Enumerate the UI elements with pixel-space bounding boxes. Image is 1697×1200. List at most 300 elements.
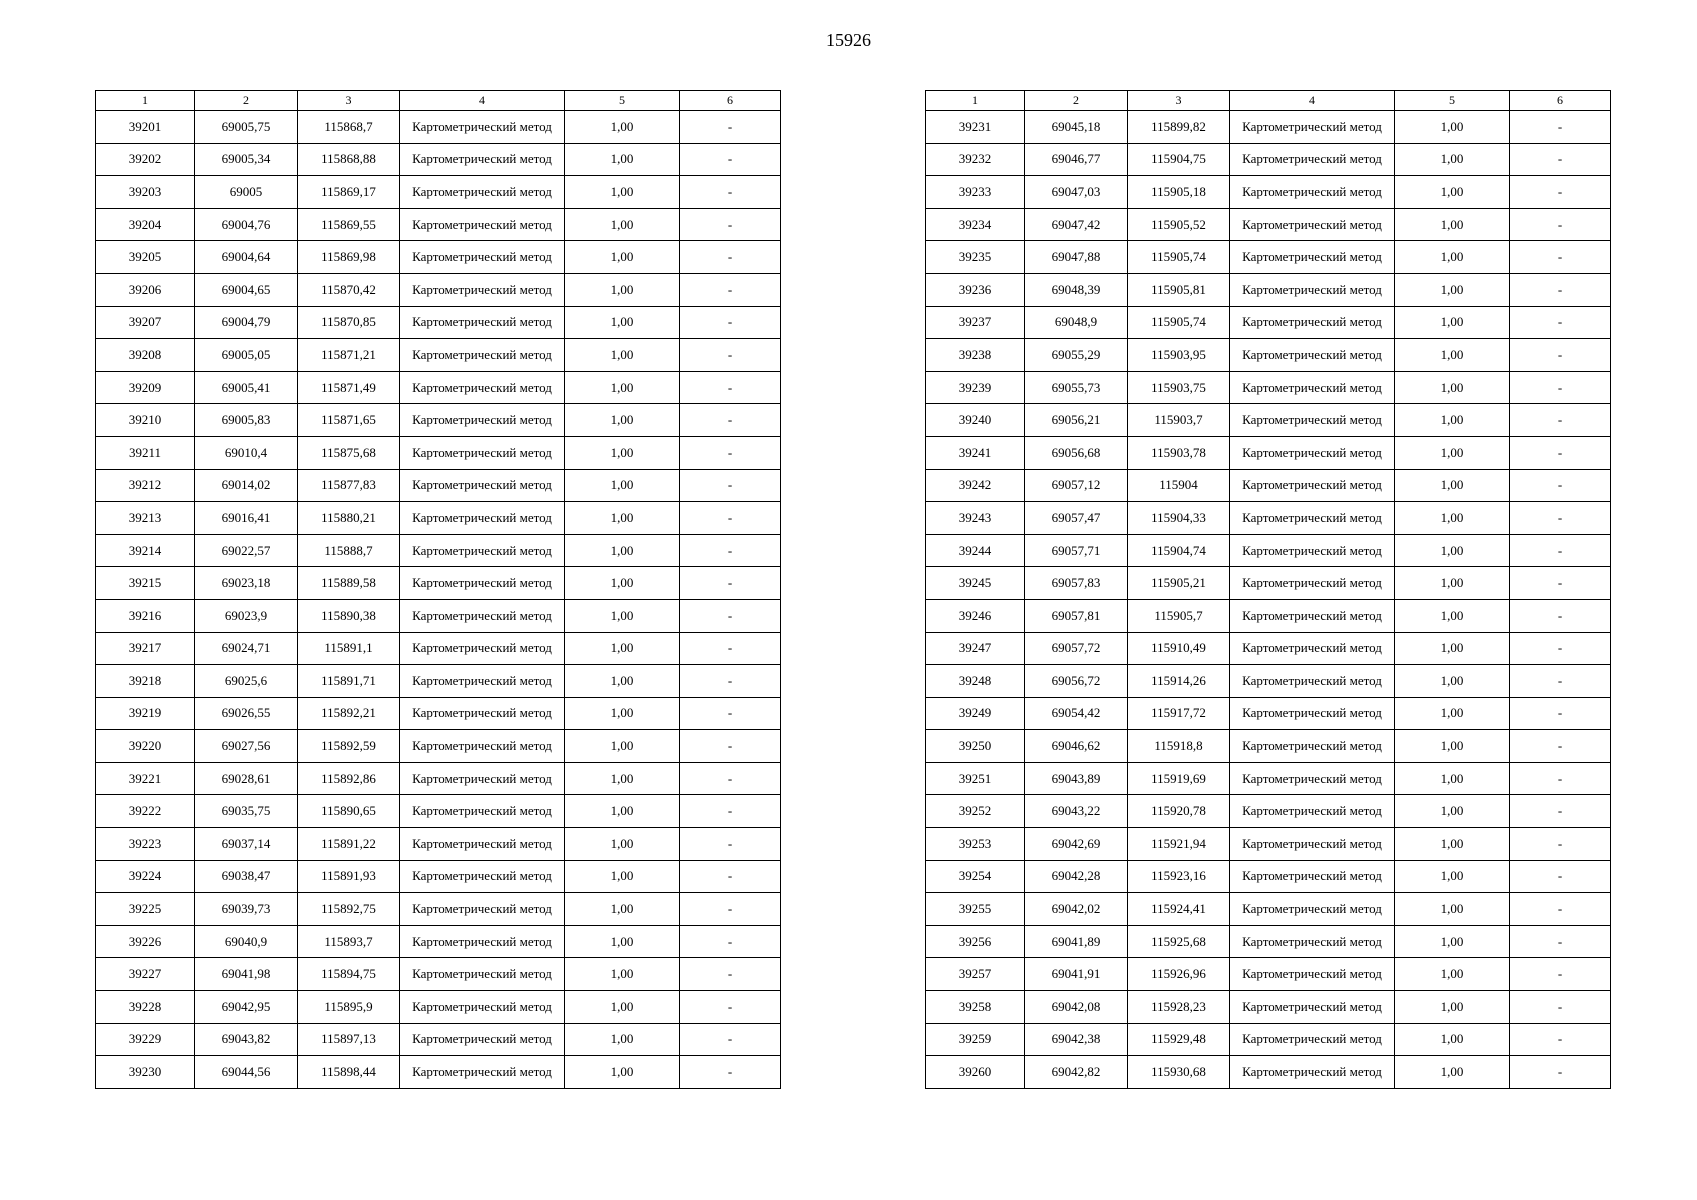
accuracy-cell: 1,00 bbox=[565, 991, 680, 1024]
note-cell: - bbox=[680, 665, 781, 698]
table-row bbox=[926, 697, 1611, 730]
point-number-cell: 39253 bbox=[926, 828, 1025, 861]
table-row bbox=[926, 893, 1611, 926]
note-cell: - bbox=[1510, 273, 1611, 306]
method-cell: Картометрический метод bbox=[400, 730, 565, 763]
note-cell: - bbox=[680, 111, 781, 144]
accuracy-cell: 1,00 bbox=[1395, 339, 1510, 372]
x-coordinate-cell: 69048,39 bbox=[1025, 273, 1128, 306]
note-cell: - bbox=[1510, 1023, 1611, 1056]
note-cell: - bbox=[680, 143, 781, 176]
table-row bbox=[96, 176, 781, 209]
note-cell: - bbox=[680, 795, 781, 828]
y-coordinate-cell: 115926,96 bbox=[1128, 958, 1230, 991]
y-coordinate-cell: 115905,81 bbox=[1128, 273, 1230, 306]
column-header: 6 bbox=[680, 91, 781, 111]
table-row bbox=[96, 762, 781, 795]
y-coordinate-cell: 115930,68 bbox=[1128, 1056, 1230, 1089]
y-coordinate-cell: 115869,98 bbox=[298, 241, 400, 274]
method-cell: Картометрический метод bbox=[1230, 632, 1395, 665]
table-row bbox=[96, 436, 781, 469]
point-number-cell: 39236 bbox=[926, 273, 1025, 306]
method-cell: Картометрический метод bbox=[1230, 795, 1395, 828]
table-row bbox=[96, 925, 781, 958]
table-row bbox=[96, 534, 781, 567]
note-cell: - bbox=[680, 339, 781, 372]
x-coordinate-cell: 69048,9 bbox=[1025, 306, 1128, 339]
table-row bbox=[96, 1023, 781, 1056]
accuracy-cell: 1,00 bbox=[565, 860, 680, 893]
method-cell: Картометрический метод bbox=[1230, 534, 1395, 567]
x-coordinate-cell: 69024,71 bbox=[195, 632, 298, 665]
method-cell: Картометрический метод bbox=[1230, 1023, 1395, 1056]
x-coordinate-cell: 69043,22 bbox=[1025, 795, 1128, 828]
method-cell: Картометрический метод bbox=[1230, 111, 1395, 144]
y-coordinate-cell: 115869,55 bbox=[298, 208, 400, 241]
accuracy-cell: 1,00 bbox=[1395, 1023, 1510, 1056]
accuracy-cell: 1,00 bbox=[565, 176, 680, 209]
accuracy-cell: 1,00 bbox=[565, 371, 680, 404]
point-number-cell: 39233 bbox=[926, 176, 1025, 209]
y-coordinate-cell: 115905,74 bbox=[1128, 306, 1230, 339]
x-coordinate-cell: 69057,72 bbox=[1025, 632, 1128, 665]
note-cell: - bbox=[1510, 111, 1611, 144]
note-cell: - bbox=[680, 991, 781, 1024]
header-row bbox=[96, 91, 781, 111]
x-coordinate-cell: 69016,41 bbox=[195, 502, 298, 535]
table-row bbox=[96, 632, 781, 665]
y-coordinate-cell: 115868,88 bbox=[298, 143, 400, 176]
table-row bbox=[926, 828, 1611, 861]
method-cell: Картометрический метод bbox=[400, 371, 565, 404]
table-row bbox=[96, 273, 781, 306]
note-cell: - bbox=[1510, 632, 1611, 665]
note-cell: - bbox=[1510, 697, 1611, 730]
table-row bbox=[96, 371, 781, 404]
x-coordinate-cell: 69055,29 bbox=[1025, 339, 1128, 372]
point-number-cell: 39232 bbox=[926, 143, 1025, 176]
note-cell: - bbox=[1510, 176, 1611, 209]
x-coordinate-cell: 69046,62 bbox=[1025, 730, 1128, 763]
y-coordinate-cell: 115870,42 bbox=[298, 273, 400, 306]
method-cell: Картометрический метод bbox=[400, 502, 565, 535]
accuracy-cell: 1,00 bbox=[565, 469, 680, 502]
accuracy-cell: 1,00 bbox=[565, 828, 680, 861]
table-row bbox=[926, 469, 1611, 502]
method-cell: Картометрический метод bbox=[1230, 828, 1395, 861]
point-number-cell: 39230 bbox=[96, 1056, 195, 1089]
note-cell: - bbox=[680, 176, 781, 209]
point-number-cell: 39259 bbox=[926, 1023, 1025, 1056]
table-row bbox=[926, 273, 1611, 306]
x-coordinate-cell: 69005,34 bbox=[195, 143, 298, 176]
note-cell: - bbox=[1510, 828, 1611, 861]
y-coordinate-cell: 115889,58 bbox=[298, 567, 400, 600]
accuracy-cell: 1,00 bbox=[565, 306, 680, 339]
point-number-cell: 39241 bbox=[926, 436, 1025, 469]
y-coordinate-cell: 115891,1 bbox=[298, 632, 400, 665]
accuracy-cell: 1,00 bbox=[565, 893, 680, 926]
x-coordinate-cell: 69057,47 bbox=[1025, 502, 1128, 535]
note-cell: - bbox=[1510, 502, 1611, 535]
point-number-cell: 39244 bbox=[926, 534, 1025, 567]
point-number-cell: 39243 bbox=[926, 502, 1025, 535]
method-cell: Картометрический метод bbox=[1230, 925, 1395, 958]
method-cell: Картометрический метод bbox=[400, 860, 565, 893]
y-coordinate-cell: 115868,7 bbox=[298, 111, 400, 144]
x-coordinate-cell: 69023,9 bbox=[195, 599, 298, 632]
point-number-cell: 39214 bbox=[96, 534, 195, 567]
y-coordinate-cell: 115892,86 bbox=[298, 762, 400, 795]
table-row bbox=[96, 958, 781, 991]
note-cell: - bbox=[1510, 143, 1611, 176]
accuracy-cell: 1,00 bbox=[1395, 1056, 1510, 1089]
note-cell: - bbox=[680, 893, 781, 926]
point-number-cell: 39222 bbox=[96, 795, 195, 828]
y-coordinate-cell: 115890,38 bbox=[298, 599, 400, 632]
method-cell: Картометрический метод bbox=[1230, 567, 1395, 600]
note-cell: - bbox=[680, 828, 781, 861]
note-cell: - bbox=[680, 1023, 781, 1056]
y-coordinate-cell: 115920,78 bbox=[1128, 795, 1230, 828]
table-row bbox=[96, 502, 781, 535]
table-row bbox=[926, 599, 1611, 632]
accuracy-cell: 1,00 bbox=[1395, 795, 1510, 828]
y-coordinate-cell: 115903,75 bbox=[1128, 371, 1230, 404]
x-coordinate-cell: 69005,05 bbox=[195, 339, 298, 372]
accuracy-cell: 1,00 bbox=[1395, 502, 1510, 535]
note-cell: - bbox=[1510, 762, 1611, 795]
accuracy-cell: 1,00 bbox=[1395, 893, 1510, 926]
point-number-cell: 39234 bbox=[926, 208, 1025, 241]
note-cell: - bbox=[1510, 404, 1611, 437]
note-cell: - bbox=[680, 958, 781, 991]
y-coordinate-cell: 115904,33 bbox=[1128, 502, 1230, 535]
accuracy-cell: 1,00 bbox=[1395, 860, 1510, 893]
y-coordinate-cell: 115905,21 bbox=[1128, 567, 1230, 600]
point-number-cell: 39223 bbox=[96, 828, 195, 861]
accuracy-cell: 1,00 bbox=[565, 632, 680, 665]
note-cell: - bbox=[680, 860, 781, 893]
method-cell: Картометрический метод bbox=[1230, 502, 1395, 535]
table-row bbox=[96, 991, 781, 1024]
table-row bbox=[96, 241, 781, 274]
note-cell: - bbox=[1510, 567, 1611, 600]
accuracy-cell: 1,00 bbox=[565, 599, 680, 632]
method-cell: Картометрический метод bbox=[400, 534, 565, 567]
accuracy-cell: 1,00 bbox=[1395, 111, 1510, 144]
y-coordinate-cell: 115893,7 bbox=[298, 925, 400, 958]
y-coordinate-cell: 115923,16 bbox=[1128, 860, 1230, 893]
method-cell: Картометрический метод bbox=[400, 436, 565, 469]
note-cell: - bbox=[1510, 893, 1611, 926]
note-cell: - bbox=[680, 762, 781, 795]
note-cell: - bbox=[680, 208, 781, 241]
accuracy-cell: 1,00 bbox=[1395, 828, 1510, 861]
y-coordinate-cell: 115892,59 bbox=[298, 730, 400, 763]
x-coordinate-cell: 69042,95 bbox=[195, 991, 298, 1024]
y-coordinate-cell: 115924,41 bbox=[1128, 893, 1230, 926]
x-coordinate-cell: 69056,72 bbox=[1025, 665, 1128, 698]
method-cell: Картометрический метод bbox=[400, 273, 565, 306]
x-coordinate-cell: 69057,71 bbox=[1025, 534, 1128, 567]
accuracy-cell: 1,00 bbox=[1395, 991, 1510, 1024]
note-cell: - bbox=[680, 404, 781, 437]
y-coordinate-cell: 115903,7 bbox=[1128, 404, 1230, 437]
point-number-cell: 39227 bbox=[96, 958, 195, 991]
x-coordinate-cell: 69041,98 bbox=[195, 958, 298, 991]
method-cell: Картометрический метод bbox=[1230, 176, 1395, 209]
method-cell: Картометрический метод bbox=[400, 567, 565, 600]
coordinates-table-right bbox=[925, 90, 1611, 1089]
method-cell: Картометрический метод bbox=[400, 958, 565, 991]
method-cell: Картометрический метод bbox=[1230, 143, 1395, 176]
x-coordinate-cell: 69035,75 bbox=[195, 795, 298, 828]
point-number-cell: 39254 bbox=[926, 860, 1025, 893]
y-coordinate-cell: 115918,8 bbox=[1128, 730, 1230, 763]
point-number-cell: 39208 bbox=[96, 339, 195, 372]
point-number-cell: 39206 bbox=[96, 273, 195, 306]
y-coordinate-cell: 115892,75 bbox=[298, 893, 400, 926]
accuracy-cell: 1,00 bbox=[1395, 143, 1510, 176]
point-number-cell: 39257 bbox=[926, 958, 1025, 991]
accuracy-cell: 1,00 bbox=[1395, 632, 1510, 665]
x-coordinate-cell: 69005,83 bbox=[195, 404, 298, 437]
method-cell: Картометрический метод bbox=[1230, 404, 1395, 437]
table-row bbox=[926, 208, 1611, 241]
x-coordinate-cell: 69014,02 bbox=[195, 469, 298, 502]
table-row bbox=[96, 143, 781, 176]
method-cell: Картометрический метод bbox=[1230, 339, 1395, 372]
note-cell: - bbox=[680, 241, 781, 274]
method-cell: Картометрический метод bbox=[400, 762, 565, 795]
table-row bbox=[96, 697, 781, 730]
method-cell: Картометрический метод bbox=[400, 1056, 565, 1089]
x-coordinate-cell: 69042,69 bbox=[1025, 828, 1128, 861]
y-coordinate-cell: 115871,49 bbox=[298, 371, 400, 404]
method-cell: Картометрический метод bbox=[400, 143, 565, 176]
y-coordinate-cell: 115919,69 bbox=[1128, 762, 1230, 795]
point-number-cell: 39219 bbox=[96, 697, 195, 730]
y-coordinate-cell: 115897,13 bbox=[298, 1023, 400, 1056]
y-coordinate-cell: 115905,74 bbox=[1128, 241, 1230, 274]
point-number-cell: 39217 bbox=[96, 632, 195, 665]
method-cell: Картометрический метод bbox=[400, 469, 565, 502]
point-number-cell: 39213 bbox=[96, 502, 195, 535]
y-coordinate-cell: 115888,7 bbox=[298, 534, 400, 567]
x-coordinate-cell: 69042,02 bbox=[1025, 893, 1128, 926]
method-cell: Картометрический метод bbox=[1230, 599, 1395, 632]
y-coordinate-cell: 115905,52 bbox=[1128, 208, 1230, 241]
note-cell: - bbox=[1510, 469, 1611, 502]
note-cell: - bbox=[680, 599, 781, 632]
x-coordinate-cell: 69005,75 bbox=[195, 111, 298, 144]
x-coordinate-cell: 69004,64 bbox=[195, 241, 298, 274]
column-header: 2 bbox=[195, 91, 298, 111]
point-number-cell: 39215 bbox=[96, 567, 195, 600]
method-cell: Картометрический метод bbox=[400, 111, 565, 144]
table-row bbox=[96, 306, 781, 339]
table-row bbox=[96, 111, 781, 144]
table-row bbox=[96, 1056, 781, 1089]
accuracy-cell: 1,00 bbox=[1395, 925, 1510, 958]
x-coordinate-cell: 69038,47 bbox=[195, 860, 298, 893]
table-row bbox=[926, 991, 1611, 1024]
note-cell: - bbox=[680, 1056, 781, 1089]
x-coordinate-cell: 69028,61 bbox=[195, 762, 298, 795]
point-number-cell: 39212 bbox=[96, 469, 195, 502]
note-cell: - bbox=[680, 697, 781, 730]
x-coordinate-cell: 69042,82 bbox=[1025, 1056, 1128, 1089]
point-number-cell: 39240 bbox=[926, 404, 1025, 437]
y-coordinate-cell: 115894,75 bbox=[298, 958, 400, 991]
table-row bbox=[96, 860, 781, 893]
x-coordinate-cell: 69004,76 bbox=[195, 208, 298, 241]
point-number-cell: 39216 bbox=[96, 599, 195, 632]
point-number-cell: 39235 bbox=[926, 241, 1025, 274]
x-coordinate-cell: 69057,83 bbox=[1025, 567, 1128, 600]
method-cell: Картометрический метод bbox=[400, 306, 565, 339]
y-coordinate-cell: 115905,7 bbox=[1128, 599, 1230, 632]
accuracy-cell: 1,00 bbox=[565, 1023, 680, 1056]
accuracy-cell: 1,00 bbox=[1395, 241, 1510, 274]
method-cell: Картометрический метод bbox=[1230, 306, 1395, 339]
note-cell: - bbox=[1510, 436, 1611, 469]
x-coordinate-cell: 69043,89 bbox=[1025, 762, 1128, 795]
x-coordinate-cell: 69026,55 bbox=[195, 697, 298, 730]
table-row bbox=[96, 567, 781, 600]
table-row bbox=[926, 1023, 1611, 1056]
y-coordinate-cell: 115880,21 bbox=[298, 502, 400, 535]
y-coordinate-cell: 115869,17 bbox=[298, 176, 400, 209]
point-number-cell: 39224 bbox=[96, 860, 195, 893]
point-number-cell: 39237 bbox=[926, 306, 1025, 339]
point-number-cell: 39202 bbox=[96, 143, 195, 176]
method-cell: Картометрический метод bbox=[400, 925, 565, 958]
accuracy-cell: 1,00 bbox=[565, 567, 680, 600]
x-coordinate-cell: 69046,77 bbox=[1025, 143, 1128, 176]
accuracy-cell: 1,00 bbox=[1395, 273, 1510, 306]
x-coordinate-cell: 69041,91 bbox=[1025, 958, 1128, 991]
table-row bbox=[926, 339, 1611, 372]
point-number-cell: 39246 bbox=[926, 599, 1025, 632]
y-coordinate-cell: 115914,26 bbox=[1128, 665, 1230, 698]
note-cell: - bbox=[1510, 371, 1611, 404]
note-cell: - bbox=[1510, 1056, 1611, 1089]
x-coordinate-cell: 69056,68 bbox=[1025, 436, 1128, 469]
x-coordinate-cell: 69047,42 bbox=[1025, 208, 1128, 241]
table-row bbox=[926, 436, 1611, 469]
table-row bbox=[926, 567, 1611, 600]
accuracy-cell: 1,00 bbox=[565, 697, 680, 730]
method-cell: Картометрический метод bbox=[400, 404, 565, 437]
table-row bbox=[96, 730, 781, 763]
accuracy-cell: 1,00 bbox=[565, 534, 680, 567]
method-cell: Картометрический метод bbox=[1230, 893, 1395, 926]
column-header: 3 bbox=[298, 91, 400, 111]
method-cell: Картометрический метод bbox=[1230, 762, 1395, 795]
table-row bbox=[926, 795, 1611, 828]
coordinates-table-left bbox=[95, 90, 781, 1089]
method-cell: Картометрический метод bbox=[1230, 860, 1395, 893]
accuracy-cell: 1,00 bbox=[565, 795, 680, 828]
method-cell: Картометрический метод bbox=[1230, 273, 1395, 306]
table-row bbox=[926, 241, 1611, 274]
method-cell: Картометрический метод bbox=[400, 697, 565, 730]
y-coordinate-cell: 115891,93 bbox=[298, 860, 400, 893]
y-coordinate-cell: 115903,95 bbox=[1128, 339, 1230, 372]
note-cell: - bbox=[1510, 991, 1611, 1024]
note-cell: - bbox=[1510, 208, 1611, 241]
accuracy-cell: 1,00 bbox=[1395, 306, 1510, 339]
point-number-cell: 39231 bbox=[926, 111, 1025, 144]
point-number-cell: 39210 bbox=[96, 404, 195, 437]
accuracy-cell: 1,00 bbox=[1395, 730, 1510, 763]
accuracy-cell: 1,00 bbox=[1395, 404, 1510, 437]
column-header: 6 bbox=[1510, 91, 1611, 111]
point-number-cell: 39255 bbox=[926, 893, 1025, 926]
y-coordinate-cell: 115892,21 bbox=[298, 697, 400, 730]
accuracy-cell: 1,00 bbox=[565, 958, 680, 991]
y-coordinate-cell: 115904 bbox=[1128, 469, 1230, 502]
x-coordinate-cell: 69045,18 bbox=[1025, 111, 1128, 144]
header-row bbox=[926, 91, 1611, 111]
x-coordinate-cell: 69005,41 bbox=[195, 371, 298, 404]
table-row bbox=[96, 599, 781, 632]
point-number-cell: 39239 bbox=[926, 371, 1025, 404]
point-number-cell: 39204 bbox=[96, 208, 195, 241]
point-number-cell: 39258 bbox=[926, 991, 1025, 1024]
x-coordinate-cell: 69025,6 bbox=[195, 665, 298, 698]
y-coordinate-cell: 115871,65 bbox=[298, 404, 400, 437]
note-cell: - bbox=[680, 925, 781, 958]
table-row bbox=[926, 665, 1611, 698]
x-coordinate-cell: 69027,56 bbox=[195, 730, 298, 763]
point-number-cell: 39211 bbox=[96, 436, 195, 469]
x-coordinate-cell: 69004,79 bbox=[195, 306, 298, 339]
y-coordinate-cell: 115895,9 bbox=[298, 991, 400, 1024]
accuracy-cell: 1,00 bbox=[565, 762, 680, 795]
accuracy-cell: 1,00 bbox=[1395, 436, 1510, 469]
y-coordinate-cell: 115891,71 bbox=[298, 665, 400, 698]
note-cell: - bbox=[1510, 534, 1611, 567]
accuracy-cell: 1,00 bbox=[565, 1056, 680, 1089]
table-row bbox=[926, 371, 1611, 404]
note-cell: - bbox=[1510, 795, 1611, 828]
accuracy-cell: 1,00 bbox=[565, 404, 680, 437]
x-coordinate-cell: 69056,21 bbox=[1025, 404, 1128, 437]
table-row bbox=[926, 958, 1611, 991]
y-coordinate-cell: 115925,68 bbox=[1128, 925, 1230, 958]
x-coordinate-cell: 69054,42 bbox=[1025, 697, 1128, 730]
y-coordinate-cell: 115899,82 bbox=[1128, 111, 1230, 144]
point-number-cell: 39221 bbox=[96, 762, 195, 795]
accuracy-cell: 1,00 bbox=[565, 502, 680, 535]
x-coordinate-cell: 69044,56 bbox=[195, 1056, 298, 1089]
accuracy-cell: 1,00 bbox=[565, 436, 680, 469]
table-row bbox=[926, 111, 1611, 144]
note-cell: - bbox=[680, 436, 781, 469]
table-row bbox=[96, 665, 781, 698]
point-number-cell: 39242 bbox=[926, 469, 1025, 502]
y-coordinate-cell: 115905,18 bbox=[1128, 176, 1230, 209]
page-number: 15926 bbox=[826, 30, 871, 50]
point-number-cell: 39226 bbox=[96, 925, 195, 958]
x-coordinate-cell: 69022,57 bbox=[195, 534, 298, 567]
y-coordinate-cell: 115870,85 bbox=[298, 306, 400, 339]
method-cell: Картометрический метод bbox=[400, 828, 565, 861]
x-coordinate-cell: 69042,38 bbox=[1025, 1023, 1128, 1056]
